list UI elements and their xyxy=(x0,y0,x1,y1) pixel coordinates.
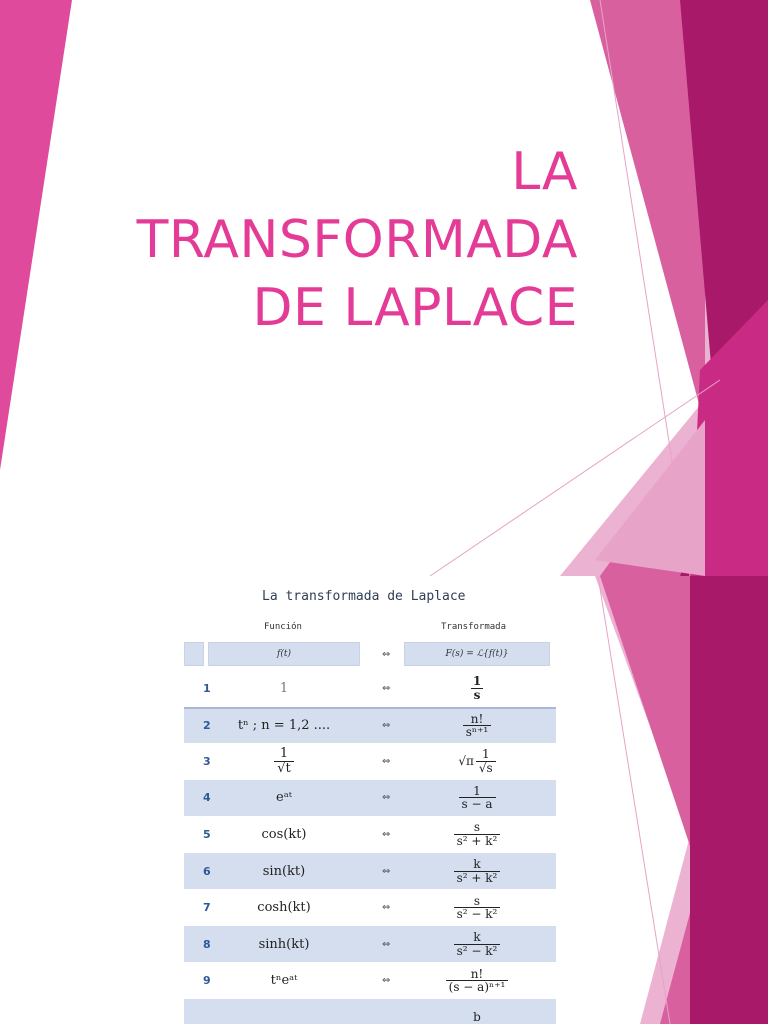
fraction-numerator: 1 xyxy=(279,746,289,762)
row-number: 1 xyxy=(203,681,211,695)
equivalence-arrow: ⇔ xyxy=(382,755,391,767)
fraction-numerator: k xyxy=(473,930,481,945)
equivalence-arrow: ⇔ xyxy=(382,720,391,732)
column-header-transform: Transformada xyxy=(441,622,507,632)
table-row xyxy=(184,707,556,743)
table-row xyxy=(184,999,556,1024)
equivalence-arrow: ⇔ xyxy=(382,682,391,694)
fraction-denominator: sⁿ⁺¹ xyxy=(463,725,492,739)
row-function: cos(kt) xyxy=(261,826,307,842)
table-row xyxy=(184,963,556,999)
fraction-denominator: s² + k² xyxy=(454,871,501,885)
column-header-function: Función xyxy=(264,622,302,632)
row-number: 2 xyxy=(203,719,211,733)
row-function: tⁿeᵃᵗ xyxy=(270,973,298,989)
header-transform-cell: F(s) = ℒ{f(t)} xyxy=(404,642,550,666)
row-number: 3 xyxy=(203,754,211,768)
transform-fraction xyxy=(470,675,484,701)
fraction-numerator: k xyxy=(473,856,481,871)
equivalence-arrow: ⇔ xyxy=(382,938,391,950)
header-index-cell xyxy=(184,642,204,666)
table-row xyxy=(184,743,556,779)
transform-fraction xyxy=(459,785,496,811)
transform-fraction xyxy=(470,1011,484,1024)
right-dark-panel xyxy=(690,576,768,1024)
row-number: 5 xyxy=(203,827,211,841)
table-slide xyxy=(0,576,768,1024)
row-number: 7 xyxy=(203,901,211,915)
equivalence-arrow: ⇔ xyxy=(382,828,391,840)
row-number: 8 xyxy=(203,937,211,951)
header-function-cell: f(t) xyxy=(208,642,360,666)
fraction-numerator: s xyxy=(473,893,481,908)
equivalence-arrow: ⇔ xyxy=(382,649,391,660)
row-function: 1 xyxy=(279,680,289,696)
row-transform xyxy=(404,743,550,779)
equivalence-arrow: ⇔ xyxy=(382,792,391,804)
table-row xyxy=(184,670,556,706)
row-transform xyxy=(404,816,550,852)
transform-prefix: √π xyxy=(458,754,474,769)
fraction-denominator: s² + k² xyxy=(454,834,501,848)
table-row xyxy=(184,890,556,926)
fraction-numerator: n! xyxy=(470,966,484,981)
fraction-denominator: s − a xyxy=(459,797,496,811)
table-row xyxy=(184,926,556,962)
fraction-numerator: 1 xyxy=(481,747,490,762)
equivalence-arrow: ⇔ xyxy=(382,975,391,987)
row-transform xyxy=(404,890,550,926)
row-function: sin(kt) xyxy=(262,863,306,879)
fraction-denominator: (s − a)ⁿ⁺¹ xyxy=(446,980,509,994)
row-function: eᵃᵗ xyxy=(276,790,292,806)
fraction-denominator: s² − k² xyxy=(454,907,501,921)
row-transform xyxy=(404,709,550,743)
row-number: 6 xyxy=(203,864,211,878)
transform-fraction xyxy=(454,895,501,921)
transform-fraction xyxy=(454,931,501,957)
fraction-numerator: n! xyxy=(470,711,484,726)
equivalence-arrow: ⇔ xyxy=(382,865,391,877)
row-transform xyxy=(404,999,550,1024)
right-mid-panel xyxy=(600,576,705,1024)
table-title: La transformada de Laplace xyxy=(262,589,466,604)
row-number: 9 xyxy=(203,974,211,988)
title-line-1: LA xyxy=(511,142,578,202)
fraction-denominator: √s xyxy=(476,761,496,775)
slide-title xyxy=(58,138,578,342)
row-function: sinh(kt) xyxy=(258,936,310,952)
fraction-denominator: s xyxy=(471,688,484,702)
row-transform xyxy=(404,963,550,999)
equivalence-arrow: ⇔ xyxy=(382,902,391,914)
row-transform xyxy=(404,853,550,889)
transform-fraction xyxy=(454,858,501,884)
fraction-numerator: b xyxy=(473,1010,481,1024)
row-function: tⁿ ; n = 1,2 .... xyxy=(237,718,331,734)
row-function: cosh(kt) xyxy=(257,900,311,916)
table-row xyxy=(184,816,556,852)
table-header-row xyxy=(184,640,556,666)
right-soft-triangle xyxy=(595,420,705,576)
transform-fraction xyxy=(446,968,509,994)
fraction-numerator: s xyxy=(473,820,481,835)
row-transform xyxy=(404,670,550,706)
title-line-2: TRANSFORMADA xyxy=(136,210,578,270)
row-transform xyxy=(404,780,550,816)
transform-fraction xyxy=(463,713,492,739)
function-fraction xyxy=(274,747,294,775)
transform-fraction xyxy=(476,748,496,774)
fraction-denominator: s² − k² xyxy=(454,944,501,958)
transform-fraction xyxy=(454,821,501,847)
fraction-denominator: √t xyxy=(274,761,294,776)
row-transform xyxy=(404,926,550,962)
table-row xyxy=(184,780,556,816)
row-function xyxy=(208,743,360,779)
table-row xyxy=(184,853,556,889)
row-number: 4 xyxy=(203,791,211,805)
row-function xyxy=(208,999,360,1024)
title-line-3: DE LAPLACE xyxy=(252,278,578,338)
fraction-numerator: 1 xyxy=(472,673,482,688)
fraction-numerator: 1 xyxy=(473,783,481,798)
laplace-table xyxy=(184,576,556,1024)
